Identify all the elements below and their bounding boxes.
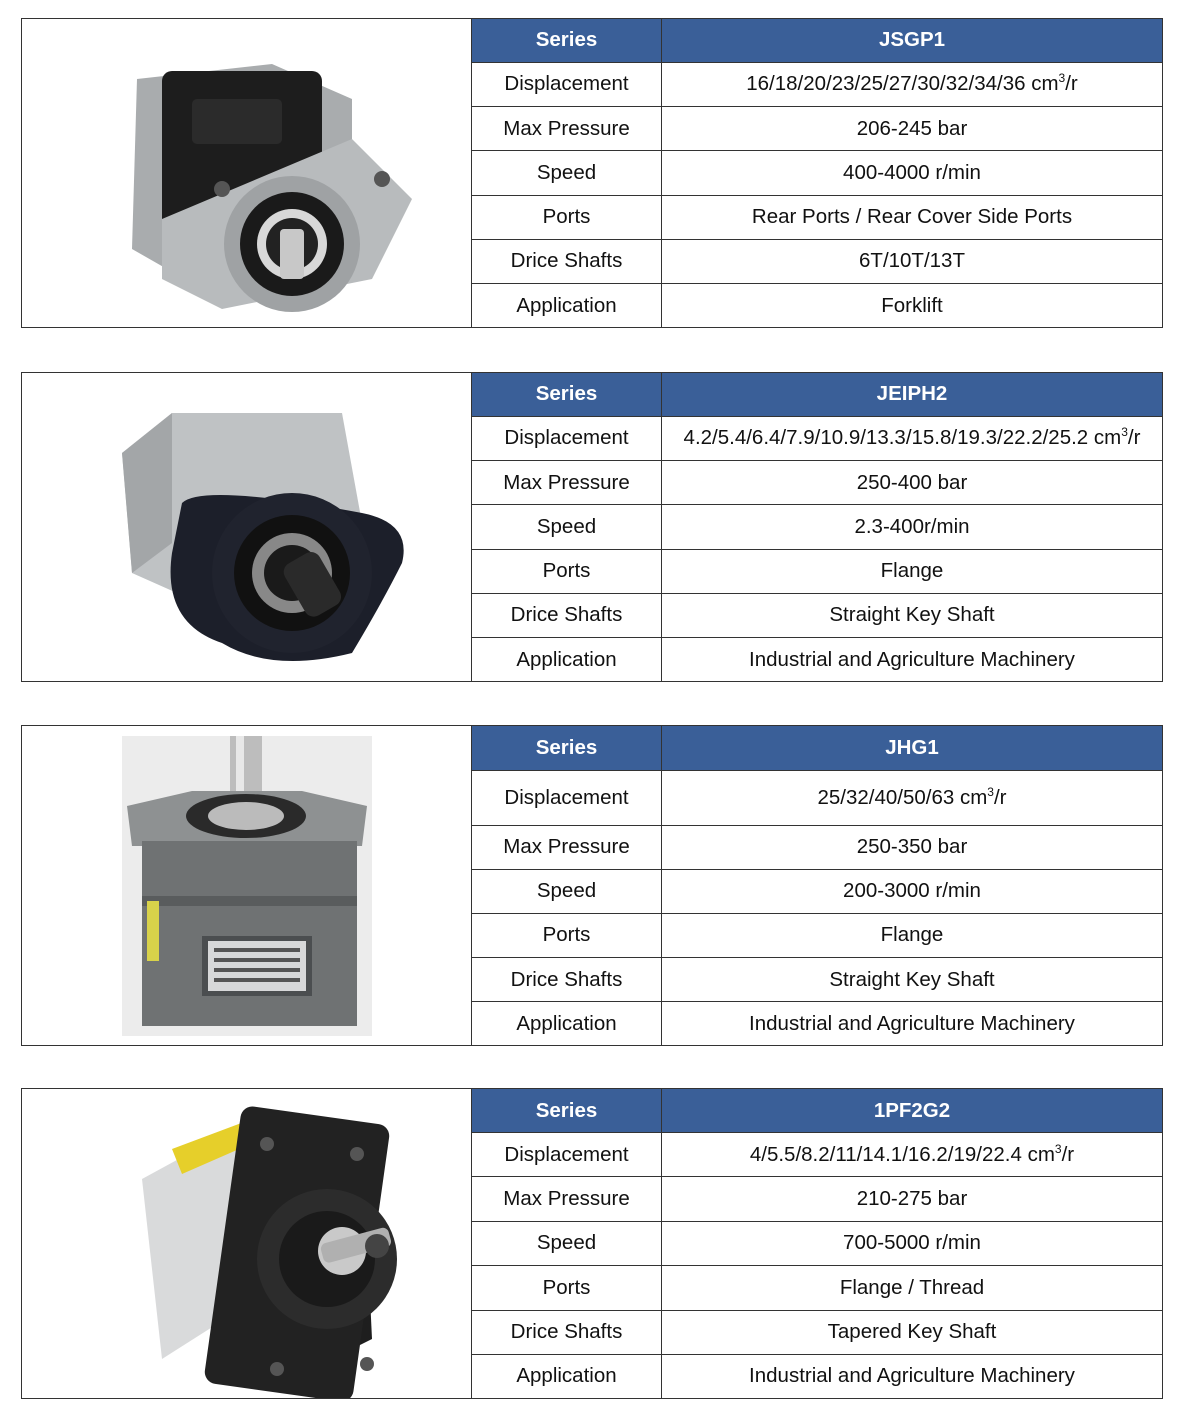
table-row xyxy=(472,62,1162,106)
table-row xyxy=(472,593,1162,637)
header-row xyxy=(472,373,1162,416)
table-row xyxy=(472,1266,1162,1310)
row-value: Industrial and Agriculture Machinery xyxy=(749,1011,1075,1035)
row-label: Drice Shafts xyxy=(472,239,662,283)
series-label: Series xyxy=(472,373,662,416)
table-row xyxy=(472,195,1162,239)
table-row xyxy=(472,913,1162,957)
row-value: Rear Ports / Rear Cover Side Ports xyxy=(662,195,1163,239)
row-value: 2.3-400r/min xyxy=(662,505,1163,549)
table-row xyxy=(472,958,1162,1002)
spec-table xyxy=(472,1089,1162,1398)
table-row xyxy=(472,151,1162,195)
product-block-jeiph2 xyxy=(21,372,1163,682)
row-label: Application xyxy=(472,638,662,681)
row-label: Ports xyxy=(472,913,662,957)
row-label: Displacement xyxy=(472,62,662,106)
table-row xyxy=(472,461,1162,505)
table-row xyxy=(472,825,1162,869)
row-value: 200-3000 r/min xyxy=(662,869,1163,913)
table-row xyxy=(472,770,1162,825)
header-row xyxy=(472,19,1162,62)
product-image-cell xyxy=(22,19,472,327)
row-label: Max Pressure xyxy=(472,107,662,151)
spec-table xyxy=(472,19,1162,327)
series-value: JSGP1 xyxy=(662,19,1163,62)
jeiph2-pump-image xyxy=(22,373,471,681)
jsgp1-pump-image xyxy=(22,19,471,327)
row-label: Displacement xyxy=(472,416,662,460)
series-value: 1PF2G2 xyxy=(662,1089,1163,1133)
table-row xyxy=(472,505,1162,549)
series-value: JEIPH2 xyxy=(662,373,1163,416)
row-value: 700-5000 r/min xyxy=(662,1221,1163,1265)
product-block-1pf2g2 xyxy=(21,1088,1163,1399)
product-block-jhg1 xyxy=(21,725,1163,1046)
jhg1-pump-image xyxy=(22,726,471,1045)
row-value: Tapered Key Shaft xyxy=(662,1310,1163,1354)
row-label: Speed xyxy=(472,151,662,195)
row-label: Speed xyxy=(472,505,662,549)
table-row xyxy=(472,869,1162,913)
row-value: 250-400 bar xyxy=(662,461,1163,505)
row-label: Max Pressure xyxy=(472,825,662,869)
row-value: 210-275 bar xyxy=(662,1177,1163,1221)
table-row xyxy=(472,284,1162,327)
row-label: Drice Shafts xyxy=(472,1310,662,1354)
row-label: Application xyxy=(472,1354,662,1398)
row-label: Max Pressure xyxy=(472,1177,662,1221)
table-row xyxy=(472,239,1162,283)
row-value: Flange xyxy=(662,549,1163,593)
row-value: Straight Key Shaft xyxy=(662,958,1163,1002)
displacement-value: 16/18/20/23/25/27/30/32/34/36 $cm^3/r$ xyxy=(662,62,1163,106)
spec-table xyxy=(472,726,1162,1045)
table-row xyxy=(472,1002,1162,1045)
row-value: 206-245 bar xyxy=(662,107,1163,151)
row-value: Forklift xyxy=(881,293,943,317)
product-image-cell xyxy=(22,726,472,1045)
product-image-cell xyxy=(22,1089,472,1398)
row-label: Drice Shafts xyxy=(472,593,662,637)
row-label: Speed xyxy=(472,869,662,913)
row-value: 250-350 bar xyxy=(662,825,1163,869)
table-row xyxy=(472,549,1162,593)
row-value: Flange xyxy=(662,913,1163,957)
product-image-cell xyxy=(22,373,472,681)
row-value: Straight Key Shaft xyxy=(662,593,1163,637)
table-row xyxy=(472,1354,1162,1398)
displacement-value: 4.2/5.4/6.4/7.9/10.9/13.3/15.8/19.3/22.2/25.2 $cm^3/r$ xyxy=(662,416,1163,460)
spec-table xyxy=(472,373,1162,681)
row-label: Ports xyxy=(472,549,662,593)
table-row xyxy=(472,1133,1162,1177)
series-value: JHG1 xyxy=(662,726,1163,770)
row-label: Drice Shafts xyxy=(472,958,662,1002)
row-label: Application xyxy=(472,284,662,327)
row-value: 6T/10T/13T xyxy=(662,239,1163,283)
row-label: Ports xyxy=(472,195,662,239)
row-label: Displacement xyxy=(472,770,662,825)
table-row xyxy=(472,1310,1162,1354)
header-row xyxy=(472,726,1162,770)
row-label: Max Pressure xyxy=(472,461,662,505)
table-row xyxy=(472,1177,1162,1221)
displacement-value: 25/32/40/50/63 $cm^3/r$ xyxy=(662,770,1163,825)
row-value: Industrial and Agriculture Machinery xyxy=(749,647,1075,671)
table-row xyxy=(472,638,1162,681)
row-value: Flange / Thread xyxy=(662,1266,1163,1310)
row-value: Industrial and Agriculture Machinery xyxy=(749,1364,1075,1388)
product-block-jsgp1 xyxy=(21,18,1163,328)
row-label: Displacement xyxy=(472,1133,662,1177)
row-value: 400-4000 r/min xyxy=(662,151,1163,195)
table-row xyxy=(472,416,1162,460)
series-label: Series xyxy=(472,19,662,62)
row-label: Application xyxy=(472,1002,662,1045)
1pf2g2-pump-image xyxy=(22,1089,471,1398)
row-label: Speed xyxy=(472,1221,662,1265)
series-label: Series xyxy=(472,726,662,770)
table-row xyxy=(472,1221,1162,1265)
row-label: Ports xyxy=(472,1266,662,1310)
displacement-value: 4/5.5/8.2/11/14.1/16.2/19/22.4 $cm^3/r$ xyxy=(662,1133,1163,1177)
table-row xyxy=(472,107,1162,151)
series-label: Series xyxy=(472,1089,662,1133)
header-row xyxy=(472,1089,1162,1133)
